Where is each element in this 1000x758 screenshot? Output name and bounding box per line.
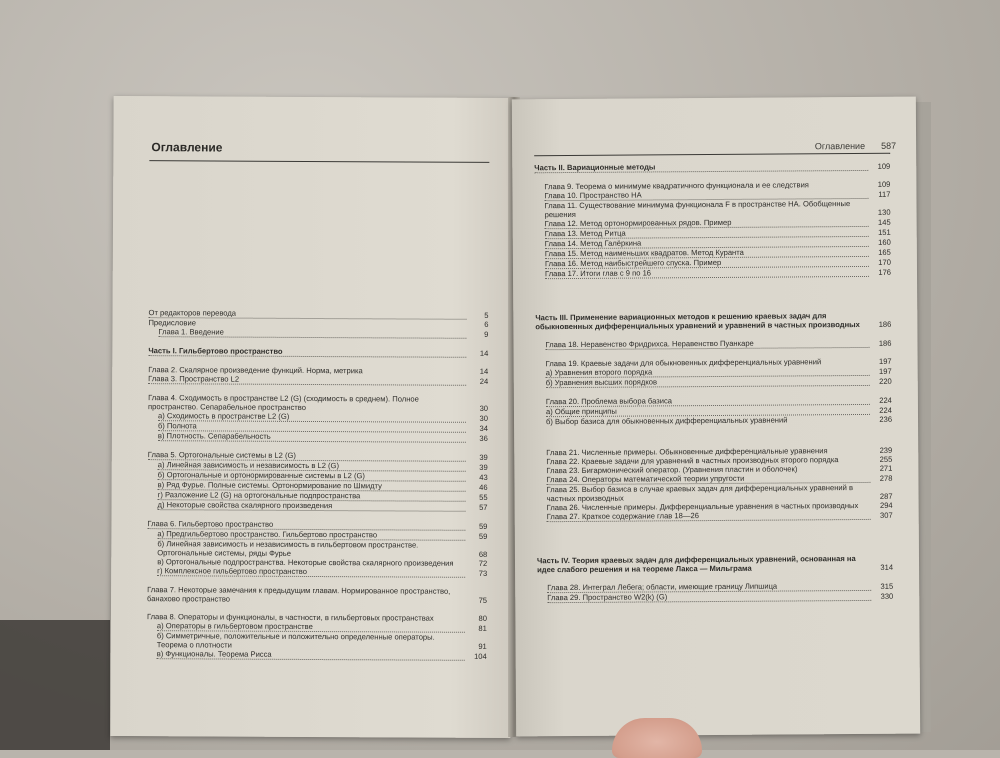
toc-entry: Глава 9. Теорема о минимуме квадратичного функционала и ее следствия 109 — [544, 179, 891, 192]
thumb — [612, 718, 702, 758]
toc-entry: Глава 12. Метод ортонормированных рядов. Пример 145 — [544, 217, 891, 229]
toc-entry: Глава 18. Неравенство Фридрихса. Неравенство Пуанкаре 186 — [545, 338, 892, 350]
toc-subentry: а) Уравнения второго порядка 197 — [545, 366, 892, 378]
toc-entry: Глава 13. Метод Ритца 151 — [544, 227, 891, 239]
toc-heading: Оглавление — [151, 140, 223, 155]
toc-subentry: б) Полнота 34 — [157, 421, 488, 433]
toc-subentry: б) Линейная зависимость и независимость в гильбертовом пространстве. Ортогональные системы, ряды Фурье 68 — [157, 539, 488, 559]
toc-entry: Глава 10. Пространство HA 117 — [544, 189, 891, 201]
toc-entry: Глава 5. Ортогональные системы в L2 (G) 39 — [147, 450, 488, 462]
dark-corner — [0, 620, 110, 750]
toc-entry: Глава 24. Операторы математической теории упругости 278 — [546, 473, 893, 485]
toc-entry: Глава 19. Краевые задачи для обыкновенных дифференциальных уравнений 197 — [545, 356, 892, 369]
toc-subentry: в) Ортогональные подпространства. Некоторые свойства скалярного произведения 72 — [157, 557, 488, 568]
left-page — [110, 96, 513, 738]
toc-entry: Глава 1. Введение 9 — [158, 327, 489, 339]
toc-entry: Глава 23. Бигармонический оператор. (Уравнения пластин и оболочек) 271 — [546, 463, 893, 476]
toc-subentry: б) Симметричные, положительные и положительно определенные операторы. Теорема о плотности 91 — [156, 631, 487, 651]
toc-entry: Глава 29. Пространство W2(k) (G) 330 — [547, 591, 894, 603]
toc-entry: Глава 15. Метод наименьших квадратов. Метод Куранта 165 — [544, 247, 891, 259]
toc-entry: Предисловие 6 — [148, 318, 489, 329]
header-rule — [534, 153, 890, 156]
toc-entry: Глава 17. Итоги глав с 9 по 16 176 — [544, 267, 892, 279]
toc-entry: Глава 25. Выбор базиса в случае краевых задач для дифференциальных уравнений в частных производных 287 — [546, 483, 893, 504]
toc-subentry: б) Выбор базиса для обыкновенных дифференциальных уравнений 236 — [546, 414, 893, 427]
toc-part: Часть III. Применение вариационных методов к решению краевых задач для обыкновенных дифференциальных уравнений и уравнений в частных производных 186 — [535, 311, 892, 332]
toc-part: Часть II. Вариационные методы 109 — [534, 161, 891, 173]
toc-entry: Глава 3. Пространство L2 24 — [148, 374, 489, 386]
page-number: 587 — [881, 140, 897, 151]
toc-entry: От редакторов перевода 5 — [148, 308, 489, 320]
toc-entry: Глава 7. Некоторые замечания к предыдущим главам. Нормированное пространство, банахово пространство 75 — [147, 585, 488, 605]
toc-entry: Глава 6. Гильбертово пространство 59 — [147, 519, 488, 531]
toc-subentry: г) Разложение L2 (G) на ортогональные подпространства 55 — [157, 490, 488, 502]
toc-subentry: г) Комплексное гильбертово пространство 73 — [157, 566, 488, 578]
toc-subentry: д) Некоторые свойства скалярного произведения 57 — [157, 500, 488, 512]
toc-entry: Глава 14. Метод Галёркина 160 — [544, 237, 891, 249]
running-header — [815, 141, 896, 152]
toc-list-right — [534, 161, 893, 603]
toc-subentry: б) Ортогональные и ортонормированные системы в L2 (G) 43 — [157, 470, 488, 482]
heading-rule — [149, 160, 489, 163]
toc-subentry: в) Функционалы. Теорема Рисса 104 — [156, 649, 487, 661]
toc-subentry: а) Сходимость в пространстве L2 (G) 30 — [157, 411, 489, 423]
right-page — [512, 97, 920, 737]
toc-entry: Глава 20. Проблема выбора базиса 224 — [545, 395, 892, 407]
toc-entry: Глава 26. Численные примеры. Дифференциальные уравнения в частных производных 294 — [546, 500, 893, 513]
toc-entry: Глава 2. Скалярное произведение функций. Норма, метрика 14 — [148, 365, 489, 376]
toc-part: Часть IV. Теория краевых задач для дифференциальных уравнений, основанная на идее слабого решения и на теореме Лакса — Мильграма 314 — [536, 554, 894, 575]
toc-subentry: а) Операторы в гильбертовом пространстве 81 — [156, 621, 487, 633]
toc-entry: Глава 28. Интеграл Лебега; области, имеющие границу Липшица 315 — [547, 581, 894, 593]
toc-subentry: в) Плотность. Сепарабельность 36 — [157, 431, 488, 443]
toc-subentry: а) Линейная зависимость и независимость в L2 (G) 39 — [157, 460, 488, 472]
toc-subentry: а) Общие принципы 224 — [545, 405, 892, 417]
toc-list-left — [147, 308, 489, 661]
toc-entry: Глава 27. Краткое содержание глав 18—26 307 — [546, 510, 893, 522]
running-title: Оглавление — [814, 140, 866, 152]
toc-entry: Глава 22. Краевые задачи для уравнений в частных производных второго порядка 255 — [546, 454, 893, 467]
toc-part: Часть I. Гильбертово пространство 14 — [148, 346, 489, 358]
toc-subentry: в) Ряд Фурье. Полные системы. Ортонормирование по Шмидту 46 — [157, 480, 488, 492]
toc-entry: Глава 21. Численные примеры. Обыкновенные дифференциальные уравнения 239 — [546, 445, 893, 458]
toc-subentry: а) Предгильбертово пространство. Гильбертово пространство 59 — [157, 529, 488, 541]
toc-entry: Глава 16. Метод наибыстрейшего спуска. Пример 170 — [544, 257, 891, 269]
toc-subentry: б) Уравнения высших порядков 220 — [545, 376, 892, 388]
toc-entry: Глава 8. Операторы и функционалы, в частности, в гильбертовых пространствах 80 — [146, 612, 487, 623]
toc-entry: Глава 4. Сходимость в пространстве L2 (G) (сходимость в среднем). Полное пространство. Сепарабельное пространство 30 — [148, 393, 489, 413]
toc-entry: Глава 11. Существование минимума функционала F в пространстве HA. Обобщенные решения 130 — [544, 199, 891, 220]
